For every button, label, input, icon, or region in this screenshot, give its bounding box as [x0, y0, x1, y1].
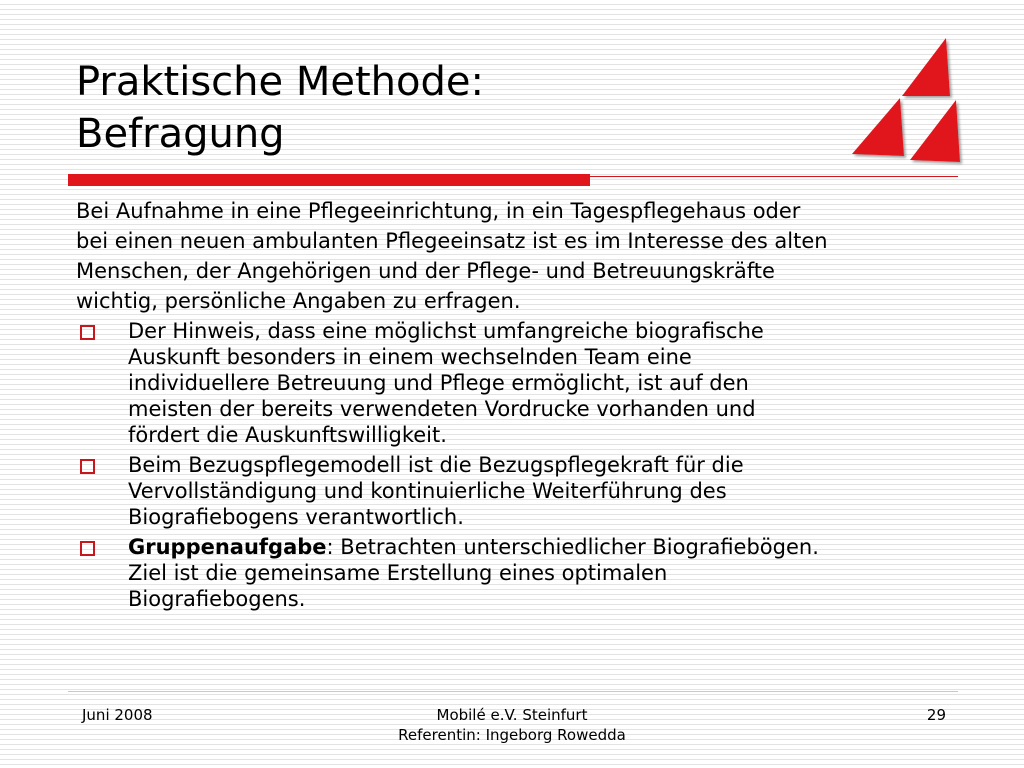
bullet-3-line-1	[128, 534, 956, 561]
logo-triangle-right	[910, 100, 960, 162]
intro-line-2: bei einen neuen ambulanten Pflegeeinsatz ist es im Interesse des alten	[76, 229, 828, 253]
slide-title-line-1: Praktische Methode:	[76, 59, 484, 105]
footer-center	[300, 705, 724, 745]
title-accent-bar	[68, 174, 590, 186]
square-bullet-icon	[80, 325, 95, 340]
bullet-item-2	[76, 452, 956, 531]
footer-divider-line	[68, 691, 958, 692]
group-task-label: Gruppenaufgabe	[128, 535, 327, 559]
page-number: 29	[926, 706, 946, 724]
footer-organization: Mobilé e.V. Steinfurt	[436, 706, 588, 724]
square-bullet-icon	[80, 459, 95, 474]
slide-title-line-2: Befragung	[76, 111, 285, 157]
bullet-1-line-3: individuellere Betreuung und Pflege ermöglicht, ist auf den	[128, 371, 749, 395]
bullet-3-line-1-text: : Betrachten unterschiedlicher Biografiebögen.	[326, 535, 819, 559]
bullet-3-line-3: Biografiebogens.	[128, 587, 306, 611]
slide-body	[76, 198, 956, 613]
bullet-1-line-1: Der Hinweis, dass eine möglichst umfangreiche biografische	[128, 319, 764, 343]
bullet-1-line-4: meisten der bereits verwendeten Vordrucke vorhanden und	[128, 397, 756, 421]
bullet-list	[76, 318, 956, 613]
footer-date: Juni 2008	[82, 706, 153, 724]
intro-line-4: wichtig, persönliche Angaben zu erfragen.	[76, 289, 521, 313]
bullet-2-line-1: Beim Bezugspflegemodell ist die Bezugspflegekraft für die	[128, 453, 744, 477]
bullet-item-3	[76, 534, 956, 613]
bullet-3-line-2: Ziel ist die gemeinsame Erstellung eines optimalen	[128, 561, 668, 585]
bullet-2-line-2: Vervollständigung und kontinuierliche Weiterführung des	[128, 479, 727, 503]
intro-line-3: Menschen, der Angehörigen und der Pflege- und Betreuungskräfte	[76, 259, 775, 283]
bullet-1-line-2: Auskunft besonders in einem wechselnden Team eine	[128, 345, 692, 369]
bullet-1-line-5: fördert die Auskunftswilligkeit.	[128, 423, 447, 447]
square-bullet-icon	[80, 541, 95, 556]
footer-speaker: Referentin: Ingeborg Rowedda	[398, 726, 626, 744]
logo-triangle-top	[902, 38, 950, 96]
triangle-logo-icon	[848, 36, 968, 166]
bullet-2-line-3: Biografiebogens verantwortlich.	[128, 505, 464, 529]
slide-title	[76, 56, 484, 160]
logo-triangle-left	[852, 98, 904, 156]
bullet-item-1	[76, 318, 956, 449]
intro-line-1: Bei Aufnahme in eine Pflegeeinrichtung, in ein Tagespflegehaus oder	[76, 199, 801, 223]
